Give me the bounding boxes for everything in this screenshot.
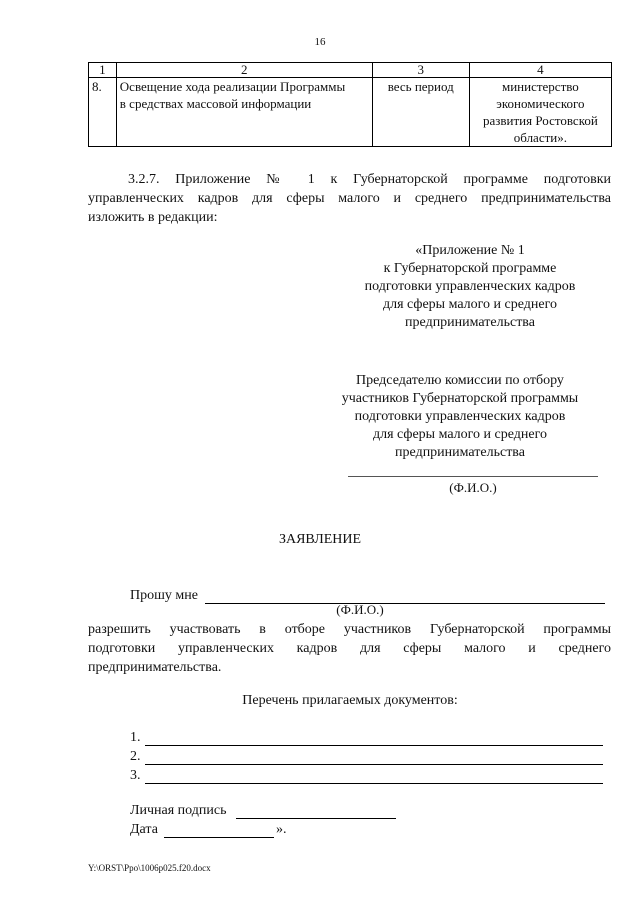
addressee-line: Председателю комиссии по отбору [356,373,564,388]
attachment-heading [330,242,610,332]
signature-label: Личная подпись [130,803,227,818]
page-number: 16 [314,36,326,48]
paragraph-line: изложить в редакции: [88,210,218,225]
attachment-heading-line: подготовки управленческих кадров [364,279,576,294]
document-item-number: 3. [130,768,141,783]
fio-blank-line [348,476,598,477]
header-cell-4: 4 [469,63,611,78]
request-body-line: предпринимательства. [88,660,222,675]
request-body-line: подготовки управленческих кадров для сферы малого и среднего [88,641,611,656]
program-table [88,62,612,147]
addressee-block [320,372,600,462]
row-number: 8. [89,78,117,147]
date-label: Дата [130,822,158,837]
document-title: ЗАЯВЛЕНИЕ [278,532,362,547]
row-period: весь период [372,78,469,147]
signature-blank-line [236,818,396,819]
document-item-blank-line [145,783,603,784]
addressee-line: участников Губернаторской программы [341,391,579,406]
row-responsible-line: развития Ростовской [482,113,598,128]
documents-heading: Перечень прилагаемых документов: [242,693,458,708]
header-cell-2: 2 [116,63,372,78]
document-item-number: 2. [130,749,141,764]
table-header-row [89,63,612,78]
row-responsible-line: министерство [501,79,579,94]
request-body [88,620,611,677]
document-item-blank-line [145,764,603,765]
date-blank-line [164,837,274,838]
header-cell-1: 1 [89,63,117,78]
attachment-heading-line: предпринимательства [405,315,535,330]
attachment-heading-line: для сферы малого и среднего [382,297,558,312]
paragraph-line: 3.2.7. Приложение № 1 к Губернаторской программе подготовки [128,172,611,187]
addressee-line: предпринимательства [395,445,525,460]
table-row [89,78,612,147]
attachment-heading-line: к Губернаторской программе [383,261,557,276]
document-item-number: 1. [130,730,141,745]
attachment-heading-line: «Приложение № 1 [415,243,525,258]
row-responsible [469,78,611,147]
header-cell-3: 3 [372,63,469,78]
footer-file-path: Y:\ORST\Ppo\1006p025.f20.docx [88,863,211,873]
date-closing-quote: ». [276,822,287,837]
row-responsible-line: экономического [496,96,585,111]
row-description-line: в средствах массовой информации [119,96,312,111]
row-description [116,78,372,147]
request-start: Прошу мне [130,588,198,603]
document-item-blank-line [145,745,603,746]
row-description-line: Освещение хода реализации Программы [119,79,346,94]
request-body-line: разрешить участвовать в отборе участников Губернаторской программы [88,622,611,637]
amendment-paragraph [88,170,611,227]
paragraph-line: управленческих кадров для сферы малого и среднего предпринимательства [88,191,611,206]
addressee-line: для сферы малого и среднего [372,427,548,442]
addressee-line: подготовки управленческих кадров [354,409,566,424]
fio-caption: (Ф.И.О.) [336,602,384,617]
fio-caption: (Ф.И.О.) [449,480,497,495]
row-responsible-line: области». [513,130,567,145]
